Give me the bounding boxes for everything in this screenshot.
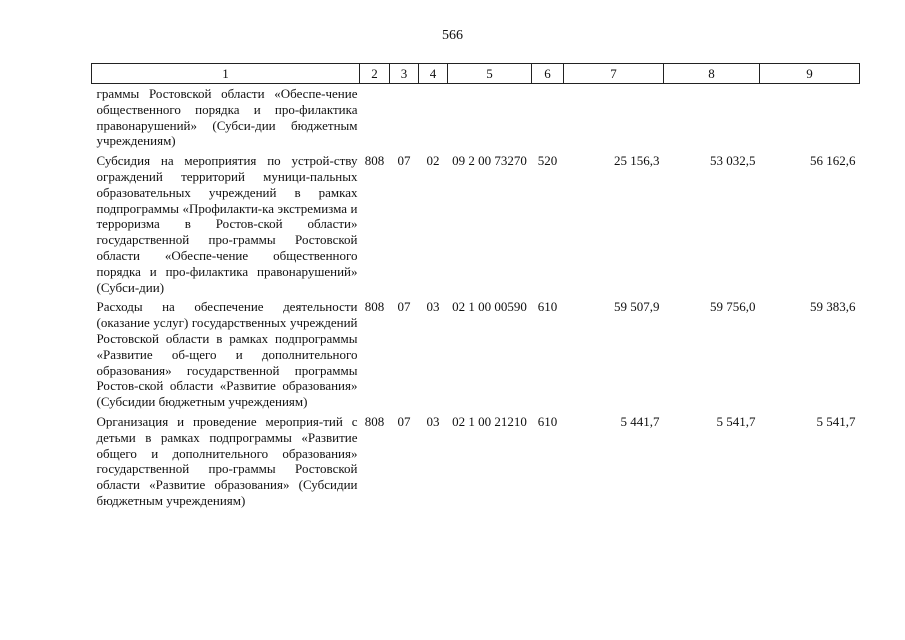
table-row <box>92 84 860 150</box>
row-description: граммы Ростовской области «Обеспе-чение общественного порядка и про-филактика правонарушений» (Субси-дии бюджетным учреждениям) <box>96 86 358 149</box>
row-section-code <box>390 84 419 150</box>
row-description: Организация и проведение мероприя-тий с детьми в рамках подпрограммы «Развитие общего и дополнительного образования» государственной про-граммы Ростовской области «Развитие образования» (Субсидии бюджетным учреждениям) <box>96 413 358 508</box>
row-expense-type-code: 520 <box>537 153 558 169</box>
row-target-code: 02 1 00 00590 <box>452 299 527 315</box>
row-amount-1: 5 441,7 <box>620 413 660 429</box>
column-header-8: 8 <box>664 64 760 84</box>
row-subsection-code: 03 <box>426 299 440 315</box>
row-amount-2: 5 541,7 <box>716 413 756 429</box>
row-expense-type-code <box>532 84 564 150</box>
column-header-1: 1 <box>92 64 360 84</box>
row-amount-3: 59 383,6 <box>810 299 856 315</box>
page-number: 566 <box>442 28 463 43</box>
row-amount-2 <box>664 84 760 150</box>
row-expense-type-code: 610 <box>537 413 558 429</box>
column-header-2: 2 <box>360 64 390 84</box>
column-header-3: 3 <box>390 64 419 84</box>
table-row <box>92 295 860 410</box>
row-ministry-code: 808 <box>364 153 385 169</box>
table-row <box>92 410 860 509</box>
row-subsection-code <box>419 84 448 150</box>
row-target-code: 02 1 00 21210 <box>452 413 527 429</box>
row-amount-3: 5 541,7 <box>816 413 856 429</box>
row-subsection-code: 03 <box>426 413 440 429</box>
row-description: Расходы на обеспечение деятельности (оказание услуг) государственных учреждений Ростовской области в рамках подпрограммы «Развитие об-щего и дополнительного образования» государственной программы Ростов-ской области «Развитие образования» (Субсидии бюджетным учреждениям) <box>96 299 358 410</box>
table-row <box>92 149 860 295</box>
budget-table <box>91 63 860 509</box>
row-ministry-code: 808 <box>364 413 385 429</box>
row-expense-type-code: 610 <box>537 299 558 315</box>
row-description: Субсидия на мероприятия по устрой-ству ограждений территорий муници-пальных образовательных учреждений в рамках подпрограммы «Профилакти-ка экстремизма и терроризма в Ростов-ской области» государственной про-граммы Ростовской области «Обеспе-чение общественного порядка и про-филактика правонарушений» (Субси-дии) <box>96 153 358 295</box>
row-target-code: 09 2 00 73270 <box>452 153 527 169</box>
column-header-5: 5 <box>448 64 532 84</box>
row-amount-1 <box>564 84 664 150</box>
column-header-9: 9 <box>760 64 860 84</box>
row-section-code: 07 <box>397 299 411 315</box>
row-amount-3: 56 162,6 <box>810 153 856 169</box>
row-ministry-code: 808 <box>364 299 385 315</box>
row-amount-2: 59 756,0 <box>710 299 756 315</box>
row-target-code <box>448 84 532 150</box>
row-section-code: 07 <box>397 413 411 429</box>
header-row <box>92 64 860 84</box>
row-ministry-code <box>360 84 390 150</box>
column-header-4: 4 <box>419 64 448 84</box>
row-amount-1: 25 156,3 <box>614 153 660 169</box>
row-amount-1: 59 507,9 <box>614 299 660 315</box>
row-amount-2: 53 032,5 <box>710 153 756 169</box>
row-subsection-code: 02 <box>426 153 440 169</box>
row-amount-3 <box>760 84 860 150</box>
column-header-6: 6 <box>532 64 564 84</box>
row-section-code: 07 <box>397 153 411 169</box>
column-header-7: 7 <box>564 64 664 84</box>
